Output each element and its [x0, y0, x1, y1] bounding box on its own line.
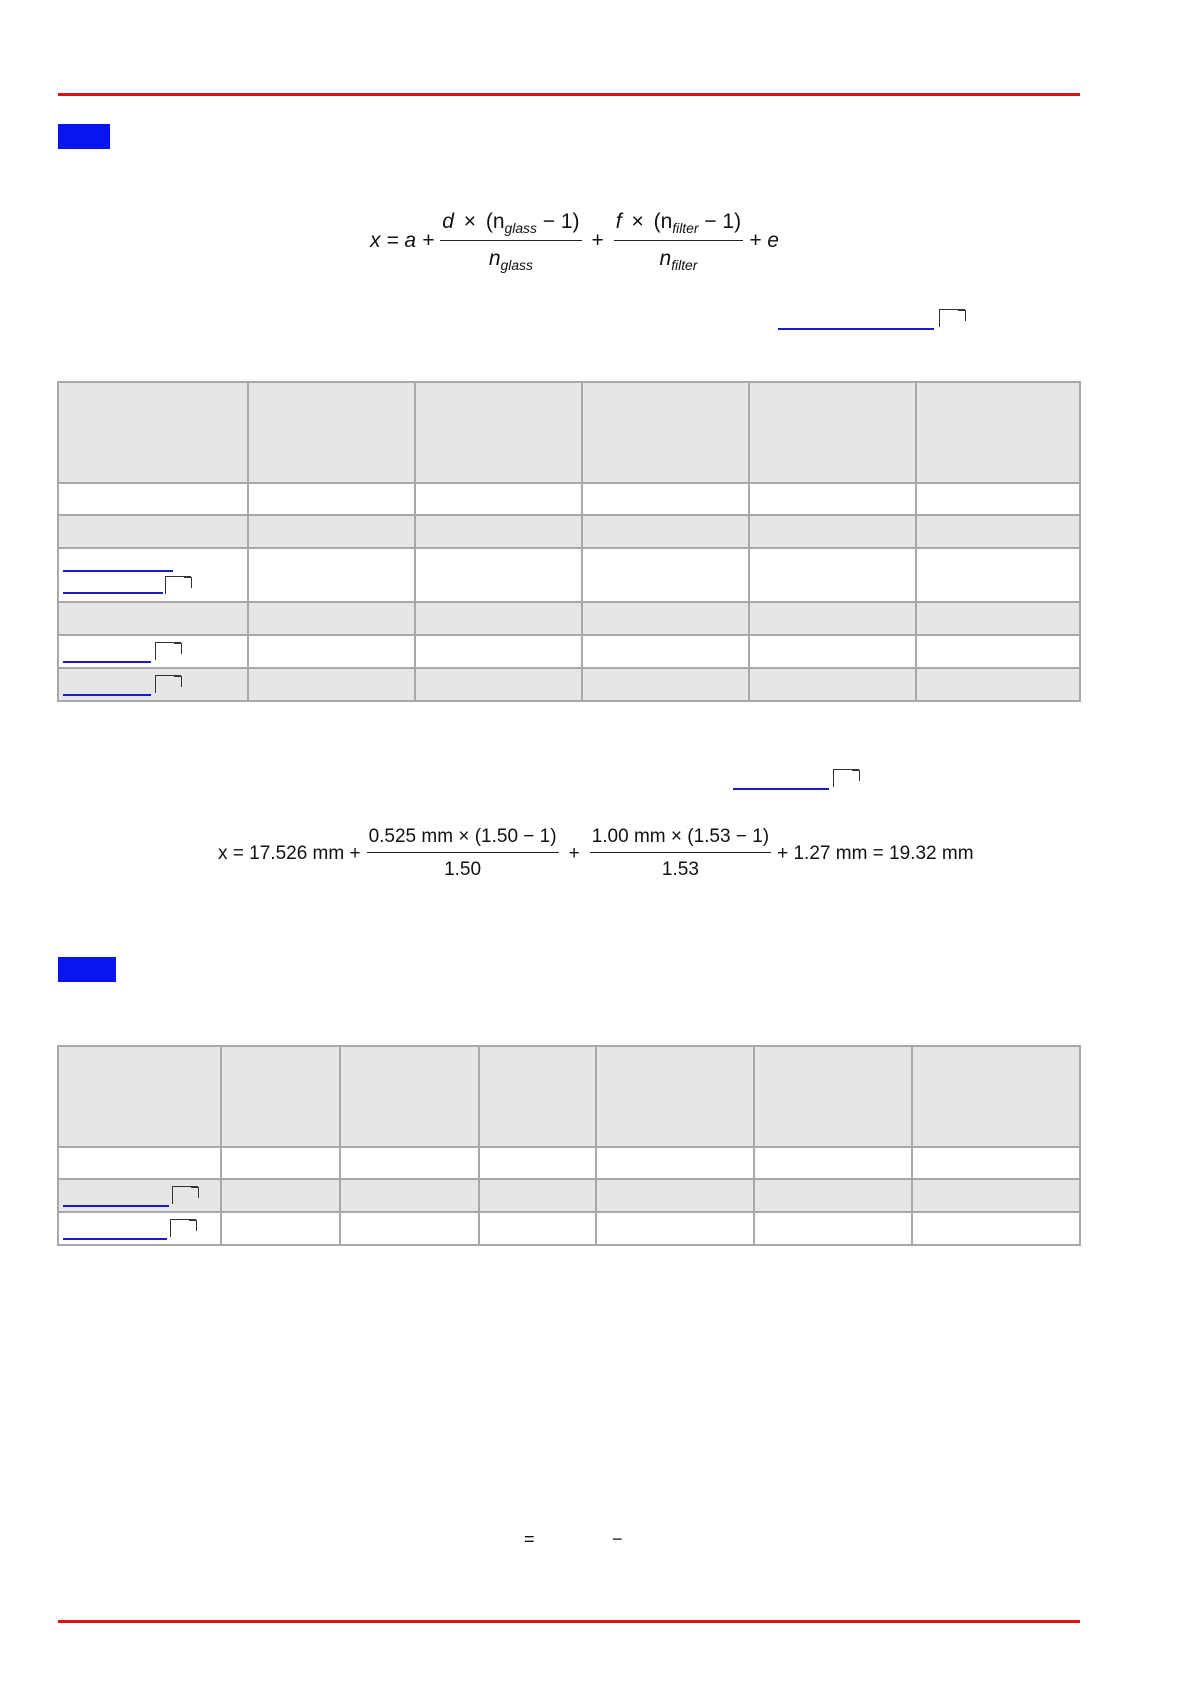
formula-fraction-glass: $\frac{d \times (n_{glass} - 1)}{n_{glass}}$ — [442, 210, 580, 273]
table-row — [58, 548, 1080, 602]
parameter-table-1 — [57, 381, 1081, 702]
page-reference-icon[interactable] — [833, 769, 859, 787]
row-link[interactable] — [63, 661, 151, 663]
table-header-row — [58, 1046, 1080, 1147]
parameter-table-2 — [57, 1045, 1081, 1246]
calc-fraction-filter: $\frac{1.00 mm \times (1.53 - 1)}{1.53}$ — [591, 826, 770, 880]
table-row — [58, 483, 1080, 515]
reference-link[interactable] — [778, 328, 934, 330]
header-rule — [58, 93, 1080, 96]
row-link[interactable] — [63, 570, 173, 572]
page-reference-icon[interactable] — [165, 576, 191, 594]
minus-sign: − — [612, 1529, 623, 1549]
footer-rule — [58, 1620, 1080, 1623]
worked-calculation: x = 17.526 mm + $\frac{0.525 mm \times (1.50 - 1)}{1.50}$ + $\frac{1.00 mm \times (1.53 - 1)}{1.53}$ + 1.27 mm = 19.32 mm — [218, 826, 974, 880]
reference-link[interactable] — [733, 788, 829, 790]
section-marker — [58, 124, 110, 149]
table-row — [58, 1147, 1080, 1179]
section-marker — [58, 957, 116, 982]
page-reference-icon[interactable] — [172, 1186, 198, 1204]
table-header-row — [58, 382, 1080, 483]
table-row — [58, 1212, 1080, 1245]
page-reference-icon[interactable] — [170, 1219, 196, 1237]
formula-fraction-filter: $\frac{f \times (n_{filter} - 1)}{n_{filter}}$ — [615, 210, 742, 273]
equals-sign: = — [524, 1529, 535, 1549]
formula-tail: + e — [749, 229, 779, 253]
main-formula: x = a + $\frac{d \times (n_{glass} - 1)}{n_{glass}}$ + $\frac{f \times (n_{filter} - 1)}{n_{filter}}$ + e — [370, 210, 779, 273]
calc-lhs: x = 17.526 mm + — [218, 842, 361, 864]
calc-fraction-glass: $\frac{0.525 mm \times (1.50 - 1)}{1.50}$ — [368, 826, 557, 880]
table-row — [58, 602, 1080, 635]
calc-tail: + 1.27 mm = 19.32 mm — [777, 842, 974, 864]
row-link[interactable] — [63, 1238, 167, 1240]
page-reference-icon[interactable] — [939, 309, 965, 327]
page-reference-icon[interactable] — [155, 642, 181, 660]
table-row — [58, 515, 1080, 548]
page-reference-icon[interactable] — [155, 675, 181, 693]
formula-lhs: x = a + — [370, 229, 435, 253]
row-link[interactable] — [63, 694, 151, 696]
table-row — [58, 1179, 1080, 1212]
table-row — [58, 635, 1080, 668]
row-link[interactable] — [63, 1205, 169, 1207]
row-link[interactable] — [63, 592, 163, 594]
table-row — [58, 668, 1080, 701]
